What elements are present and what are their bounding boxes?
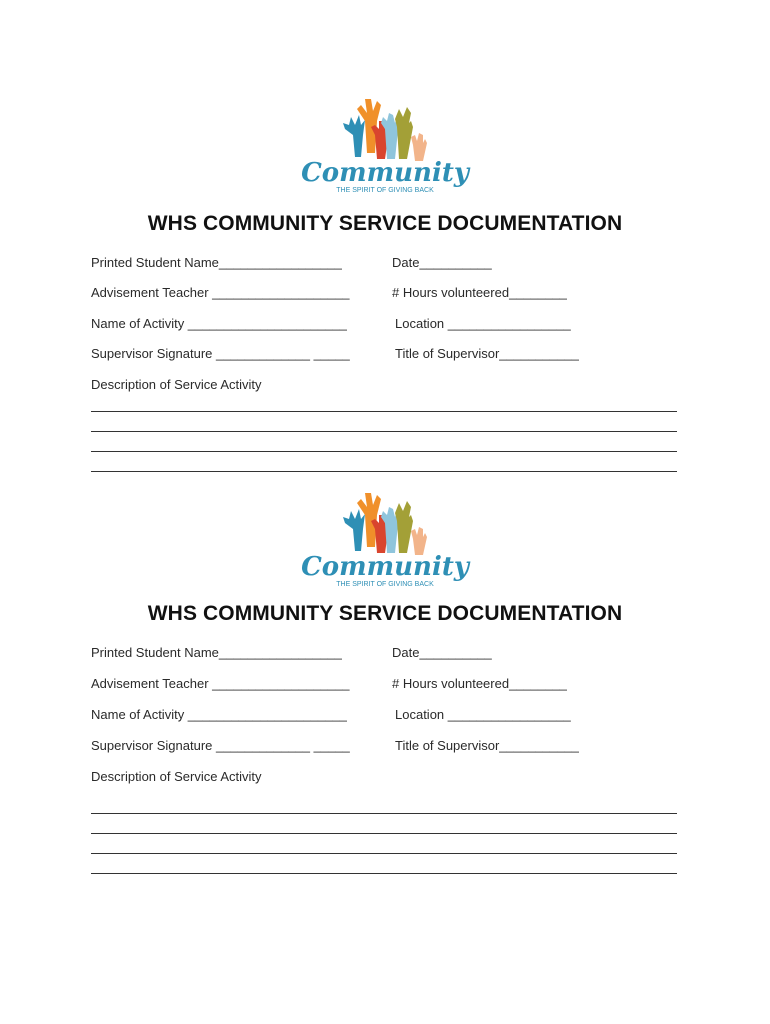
advisement-teacher-field[interactable]: Advisement Teacher ___________________: [91, 676, 350, 691]
student-name-field[interactable]: Printed Student Name_________________: [91, 645, 342, 660]
supervisor-signature-field[interactable]: Supervisor Signature _____________ _____: [91, 346, 350, 361]
student-name-field[interactable]: Printed Student Name_________________: [91, 255, 342, 270]
description-line[interactable]: [91, 451, 677, 452]
supervisor-signature-field[interactable]: Supervisor Signature _____________ _____: [91, 738, 350, 753]
activity-name-field[interactable]: Name of Activity ______________________: [91, 316, 347, 331]
description-line[interactable]: [91, 873, 677, 874]
description-line[interactable]: [91, 833, 677, 834]
date-field[interactable]: Date__________: [392, 645, 492, 660]
service-form-1: [0, 95, 770, 515]
description-line[interactable]: [91, 853, 677, 854]
community-logo: [301, 489, 469, 589]
logo-word: Community: [301, 552, 469, 582]
community-logo: [301, 95, 469, 195]
raised-hands-icon: [343, 99, 427, 161]
description-line[interactable]: [91, 431, 677, 432]
service-form-2: [0, 489, 770, 909]
advisement-teacher-field[interactable]: Advisement Teacher ___________________: [91, 285, 350, 300]
description-label: Description of Service Activity: [91, 377, 262, 392]
form-title: WHS COMMUNITY SERVICE DOCUMENTATION: [147, 212, 623, 235]
form-title: WHS COMMUNITY SERVICE DOCUMENTATION: [147, 602, 623, 625]
logo-tagline: THE SPIRIT OF GIVING BACK: [336, 581, 434, 588]
hours-volunteered-field[interactable]: # Hours volunteered________: [392, 676, 567, 691]
hours-volunteered-field[interactable]: # Hours volunteered________: [392, 285, 567, 300]
logo-word: Community: [301, 158, 469, 188]
logo-tagline: THE SPIRIT OF GIVING BACK: [336, 187, 434, 194]
description-line[interactable]: [91, 813, 677, 814]
location-field[interactable]: Location _________________: [395, 316, 571, 331]
date-field[interactable]: Date__________: [392, 255, 492, 270]
activity-name-field[interactable]: Name of Activity ______________________: [91, 707, 347, 722]
supervisor-title-field[interactable]: Title of Supervisor___________: [395, 738, 579, 753]
location-field[interactable]: Location _________________: [395, 707, 571, 722]
supervisor-title-field[interactable]: Title of Supervisor___________: [395, 346, 579, 361]
description-line[interactable]: [91, 471, 677, 472]
description-line[interactable]: [91, 411, 677, 412]
description-label: Description of Service Activity: [91, 769, 262, 784]
raised-hands-icon: [343, 493, 427, 555]
